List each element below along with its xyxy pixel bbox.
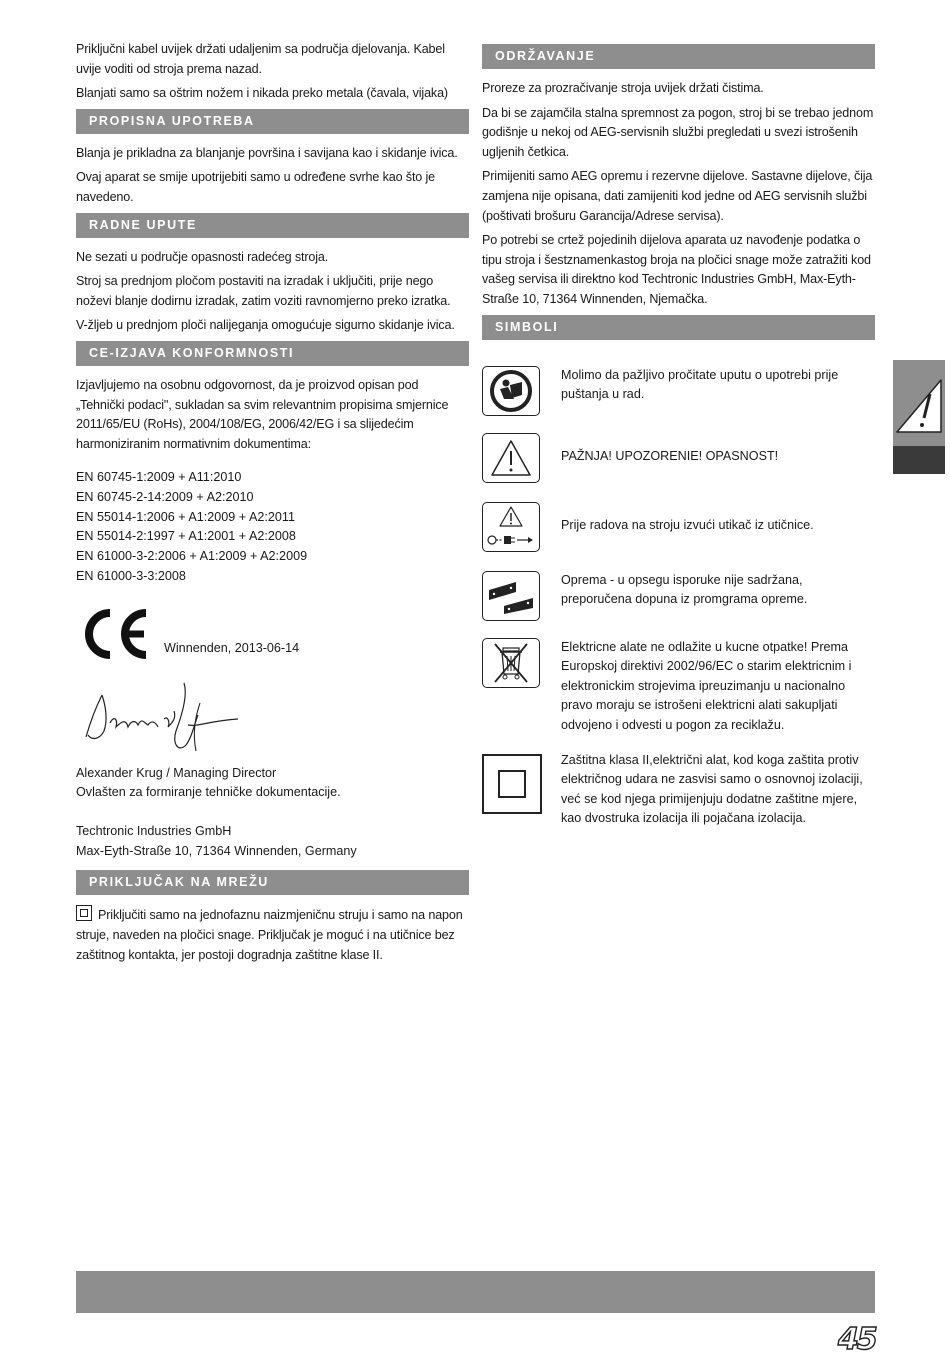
- symbol-text: Molimo da pažljivo pročitate uputu o upotrebi prije puštanja u rad.: [561, 367, 839, 402]
- signer-name: Alexander Krug / Managing Director: [76, 765, 277, 780]
- section-header-ce: CE-IZJAVA KONFORMNOSTI: [76, 341, 469, 366]
- standard-item: EN 55014-2:1997 + A1:2001 + A2:2008: [76, 529, 296, 544]
- unplug-icon: [482, 502, 540, 552]
- odrzavanje-paragraph-2: Da bi se zajamčila stalna spremnost za pogon, stroj bi se trebao jednom godišnje u nekoj od AEG-servisnih službi pregledati u svezi istrošenih ugljenih četkica.: [482, 105, 874, 159]
- section-header-odrzavanje: ODRŽAVANJE: [482, 44, 875, 69]
- place-date: Winnenden, 2013-06-14: [164, 640, 300, 655]
- symbol-row: [482, 571, 875, 629]
- symbols-list: [482, 366, 875, 829]
- warning-triangle-icon: [482, 433, 540, 483]
- radne-paragraph-3: V-žljeb u prednjom ploči nalijeganja omogućuje sigurno skidanje ivica.: [76, 318, 455, 333]
- symbol-row: [482, 366, 875, 424]
- intro-paragraph-2: Blanjati samo sa oštrim nožem i nikada preko metala (čavala, vijaka): [76, 86, 448, 101]
- symbol-row: [482, 638, 875, 742]
- section-header-radne-upute: RADNE UPUTE: [76, 213, 469, 238]
- class-ii-double-square-icon: [482, 754, 542, 814]
- ce-mark-row: [76, 609, 469, 671]
- footer-bar: [76, 1271, 875, 1313]
- odrzavanje-paragraph-1: Proreze za prozračivanje stroja uvijek držati čistima.: [482, 81, 764, 95]
- symbol-text: Oprema - u opsegu isporuke nije sadržana, preporučena dopuna iz promgrama opreme.: [561, 572, 808, 607]
- signer-role: Ovlašten za formiranje tehničke dokumentacije.: [76, 785, 341, 800]
- symbol-row: [482, 502, 875, 562]
- section-header-simboli: SIMBOLI: [482, 315, 875, 340]
- company-address: Max-Eyth-Straße 10, 71364 Winnenden, Germany: [76, 843, 357, 858]
- symbol-row: [482, 751, 875, 829]
- signature-image: [78, 675, 243, 760]
- right-column: [482, 40, 875, 838]
- standard-item: EN 61000-3-3:2008: [76, 568, 186, 583]
- standards-list: [76, 468, 469, 586]
- standard-item: EN 60745-1:2009 + A11:2010: [76, 470, 242, 485]
- warning-side-tab-icon: [893, 360, 945, 474]
- mreza-text: Priključiti samo na jednofaznu naizmjeničnu struju i samo na napon struje, naveden na pločici snage. Priključak je moguć i na utičnice bez zaštitnog kontakta, jer postoji dogradnja zaštitne klase II.: [76, 908, 463, 962]
- radne-paragraph-1: Ne sezati u područje opasnosti radećeg stroja.: [76, 249, 329, 264]
- propisna-paragraph-1: Blanja je prikladna za blanjanje površina i savijana kao i skidanje ivica.: [76, 145, 458, 160]
- weee-bin-icon: [482, 638, 540, 688]
- read-manual-icon: [482, 366, 540, 416]
- signer-block: [76, 764, 469, 862]
- odrzavanje-paragraph-3: Primijeniti samo AEG opremu i rezervne dijelove. Sastavne dijelove, čija zamjena nije opisana, dati zamijeniti kod jedne od AEG servisnih službi (poštivati brošuru Garancija/Adrese servisa).: [482, 169, 873, 223]
- symbol-text: Elektricne alate ne odlažite u kucne otpatke! Prema Europskoj direktivi 2002/96/EC o starim elektricnim i elektronickim strojevima ipreuzimanju u nacionalno pravo moraju se istrošeni elektricni alati sakupljati odvojeno i odvesti u pogon za reciklažu.: [561, 639, 852, 732]
- class-ii-square-icon: [76, 905, 92, 921]
- section-header-propisna: PROPISNA UPOTREBA: [76, 109, 469, 134]
- intro-paragraph-1: Priključni kabel uvijek držati udaljenim sa područja djelovanja. Kabel uvije voditi od stroja prema nazad.: [76, 42, 445, 76]
- ce-mark-icon: [80, 609, 150, 659]
- symbol-row: [482, 433, 875, 493]
- symbol-text: Zaštitna klasa II,električni alat, kod koga zaštita protiv električnog udara ne zasvisi samo o osnovnoj izolaciji, već se kod njega primijenjuju dodatne zaštitne mjere, kao dvostruka izolacija ili pojačana izolacija.: [561, 752, 863, 826]
- section-header-mreza: PRIKLJUČAK NA MREŽU: [76, 870, 469, 895]
- symbol-text: Prije radova na stroju izvući utikač iz utičnice.: [561, 517, 814, 532]
- symbol-text: PAŽNJA! UPOZORENIE! OPASNOST!: [561, 448, 779, 463]
- odrzavanje-paragraph-4: Po potrebi se crtež pojedinih dijelova aparata uz navođenje podatka o tipu stroja i šestznamenkastog broja na pločici snage može zatražiti kod vašeg servisa ili direktno kod Techtronic Industries GmbH, Max-Eyth-Straße 10, 71364 Winnenden, Njemačka.: [482, 233, 871, 306]
- mreza-paragraph: [76, 905, 469, 965]
- company-name: Techtronic Industries GmbH: [76, 823, 232, 838]
- standard-item: EN 55014-1:2006 + A1:2009 + A2:2011: [76, 509, 295, 524]
- standard-item: EN 61000-3-2:2006 + A1:2009 + A2:2009: [76, 549, 308, 564]
- propisna-paragraph-2: Ovaj aparat se smije upotrijebiti samo u određene svrhe kao što je navedeno.: [76, 170, 436, 204]
- page-number: 45: [838, 1322, 876, 1357]
- left-column: [76, 40, 469, 970]
- accessory-blades-icon: [482, 571, 540, 621]
- radne-paragraph-2: Stroj sa prednjom pločom postaviti na izradak i uključiti, prije nego noževi blanje dodirnu izradak, zatim voziti ravnomjerno preko izratka.: [76, 274, 451, 308]
- ce-declaration-text: Izjavljujemo na osobnu odgovornost, da je proizvod opisan pod „Tehnički podaci", sukladan sa svim relevantnim propisima smjernice 2011/65/EU (RoHs), 2004/108/EG, 2006/42/EG i sa slijedećim harmoniziranim normativnim dokumentima:: [76, 377, 449, 451]
- standard-item: EN 60745-2-14:2009 + A2:2010: [76, 490, 254, 505]
